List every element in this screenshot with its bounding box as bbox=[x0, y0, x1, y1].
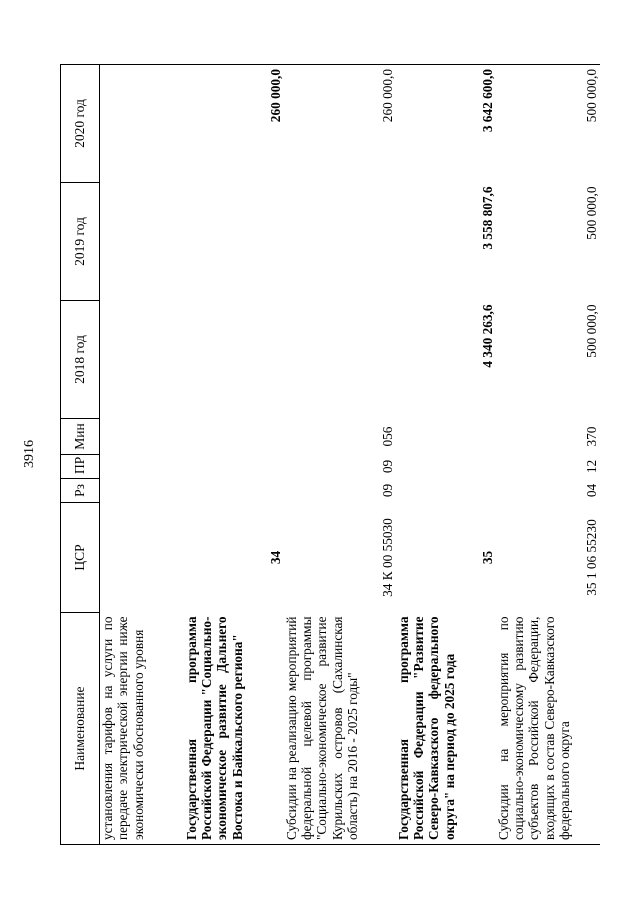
row-2019: 500 000,0 bbox=[584, 186, 600, 240]
row-2020: 500 000,0 bbox=[496, 65, 600, 183]
header-pr: ПР bbox=[61, 455, 100, 479]
row-min bbox=[184, 419, 284, 455]
header-csr: ЦСР bbox=[61, 503, 100, 613]
table-row bbox=[284, 65, 396, 845]
row-pr bbox=[184, 455, 284, 479]
page-number: 3916 bbox=[22, 440, 37, 468]
header-2019: 2019 год bbox=[61, 183, 100, 301]
row-name: Субсидии на реализацию мероприятий федеральной целевой программы "Социально-экономическое развитие Курильских островов (Сахалинская область) на 2016 - 2025 годы" bbox=[284, 613, 396, 845]
row-rz: 04 bbox=[584, 483, 600, 498]
table-row bbox=[496, 65, 600, 845]
budget-table bbox=[60, 64, 600, 845]
row-pr: 09 bbox=[380, 459, 396, 474]
row-min bbox=[396, 419, 496, 455]
header-2018: 2018 год bbox=[61, 301, 100, 419]
row-2019 bbox=[184, 183, 284, 301]
row-min: 370 bbox=[584, 426, 600, 447]
row-pr bbox=[396, 455, 496, 479]
row-csr: 34 bbox=[268, 550, 284, 565]
row-name: Государственная программа Российской Федерации "Развитие Северо-Кавказского федерального округа" на период до 2025 года bbox=[396, 613, 496, 845]
table-header bbox=[61, 65, 100, 845]
rotated-page bbox=[60, 65, 600, 845]
table-row bbox=[396, 65, 496, 845]
row-2018: 500 000,0 bbox=[584, 304, 600, 358]
row-pr bbox=[100, 455, 184, 479]
header-min: Мин bbox=[61, 419, 100, 455]
row-2020: 260 000,0 bbox=[184, 65, 284, 183]
row-rz bbox=[396, 479, 496, 503]
header-rz: Рз bbox=[61, 479, 100, 503]
row-csr: 34 К 00 55030 bbox=[380, 518, 396, 597]
row-2019 bbox=[284, 183, 396, 301]
row-2020 bbox=[100, 65, 184, 183]
row-pr: 12 bbox=[584, 459, 600, 474]
row-name: Государственная программа Российской Федерации "Социально-экономическое развитие Дальнего Востока и Байкальского региона" bbox=[184, 613, 284, 845]
table-row bbox=[100, 65, 184, 845]
row-2018: 4 340 263,6 bbox=[480, 304, 496, 368]
row-rz: 09 bbox=[380, 483, 396, 498]
row-2020: 260 000,0 bbox=[284, 65, 396, 183]
row-2018 bbox=[184, 301, 284, 419]
row-min: 056 bbox=[380, 426, 396, 447]
row-2019 bbox=[100, 183, 184, 301]
row-rz bbox=[100, 479, 184, 503]
row-name: установления тарифов на услуги по передаче электрической энергии ниже экономически обоснованного уровня bbox=[100, 613, 184, 845]
header-name: Наименование bbox=[61, 613, 100, 845]
row-2019: 3 558 807,6 bbox=[480, 186, 496, 250]
row-min bbox=[100, 419, 184, 455]
row-csr bbox=[100, 503, 184, 613]
row-2020: 3 642 600,0 bbox=[396, 65, 496, 183]
row-name: Субсидии на мероприятия по социально-экономическому развитию субъектов Российской Федерации, входящих в состав Северо-Кавказского федерального округа bbox=[496, 613, 600, 845]
header-2020: 2020 год bbox=[61, 65, 100, 183]
row-csr: 35 1 06 55230 bbox=[584, 519, 600, 596]
row-csr: 35 bbox=[480, 550, 496, 565]
row-2018 bbox=[100, 301, 184, 419]
row-2018 bbox=[284, 301, 396, 419]
row-rz bbox=[184, 479, 284, 503]
table-row bbox=[184, 65, 284, 845]
